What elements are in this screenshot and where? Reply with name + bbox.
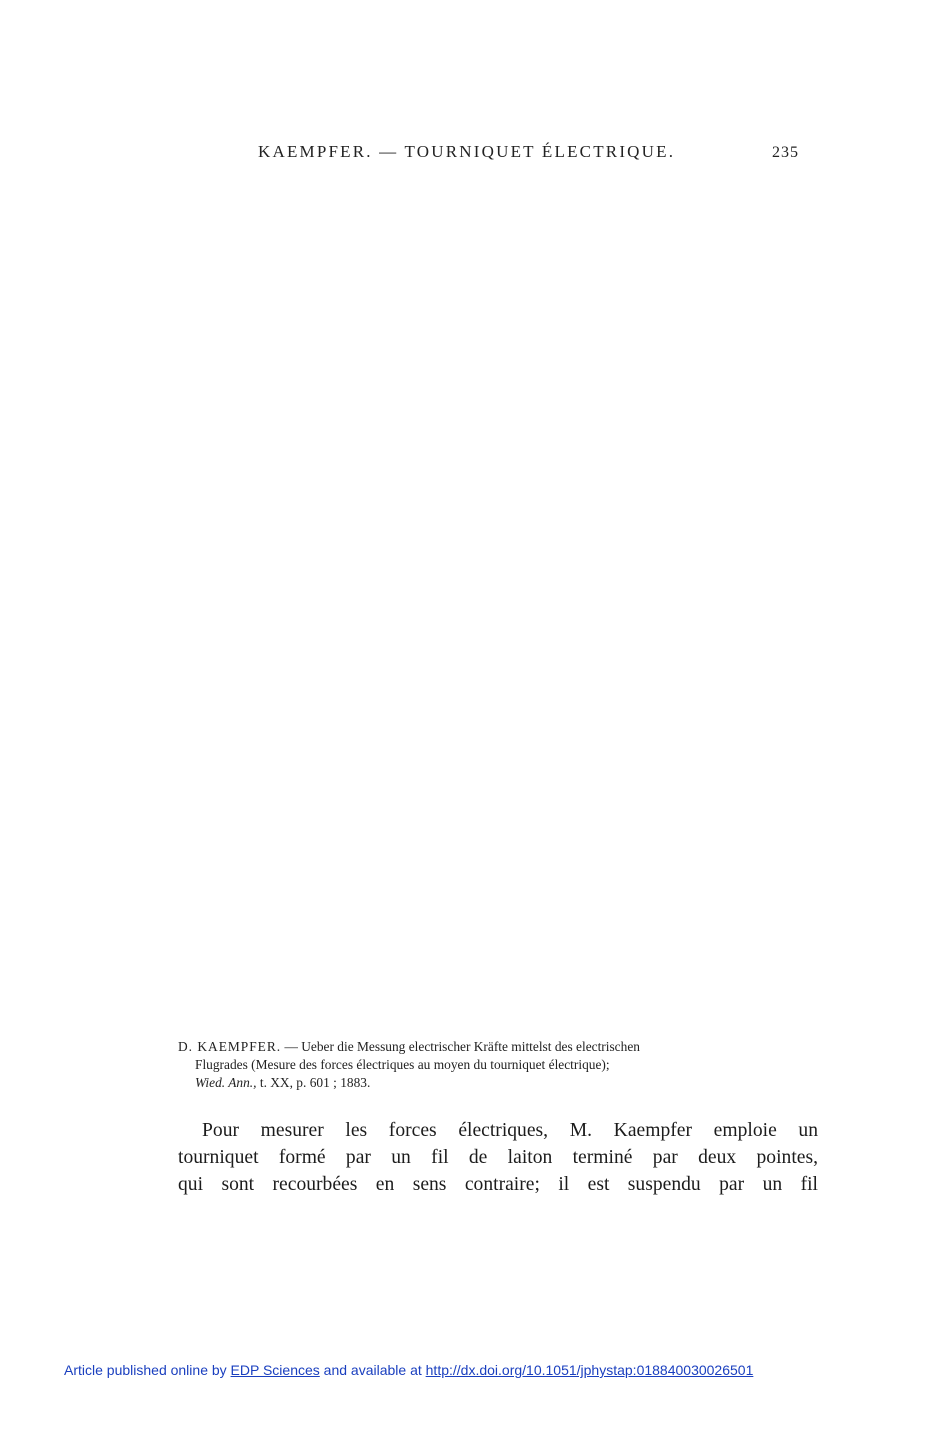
body-line-1: Pour mesurer les forces électriques, M. Kaempfer emploie un — [202, 1120, 818, 1141]
page-number: 235 — [772, 144, 799, 161]
reference-line-3 — [178, 1074, 818, 1092]
reference-author: D. KAEMPFER. — [178, 1039, 282, 1054]
reference-title-part-1: — Ueber die Messung electrischer Kräfte mittelst des electrischen — [281, 1039, 640, 1054]
body-line-2: tourniquet formé par un fil de laiton terminé par deux pointes, — [178, 1147, 818, 1168]
footer-middle: and available at — [319, 1362, 426, 1378]
publisher-link[interactable]: EDP Sciences — [230, 1362, 320, 1378]
body-line-3: qui sont recourbées en sens contraire; il est suspendu par un fil — [178, 1174, 818, 1195]
bibliographic-reference — [178, 1038, 818, 1092]
reference-journal: Wied. Ann., — [195, 1075, 257, 1090]
article-body — [178, 1117, 818, 1198]
reference-line-1 — [178, 1038, 818, 1056]
running-title: KAEMPFER. — TOURNIQUET ÉLECTRIQUE. — [258, 142, 676, 161]
footer-prefix: Article published online by — [64, 1362, 231, 1378]
reference-line-2: Flugrades (Mesure des forces électriques au moyen du tourniquet électrique); — [195, 1057, 610, 1072]
reference-volume-page-year: t. XX, p. 601 ; 1883. — [256, 1075, 371, 1090]
publication-footer — [64, 1362, 753, 1378]
doi-link[interactable]: http://dx.doi.org/10.1051/jphystap:018840030026501 — [425, 1362, 754, 1378]
